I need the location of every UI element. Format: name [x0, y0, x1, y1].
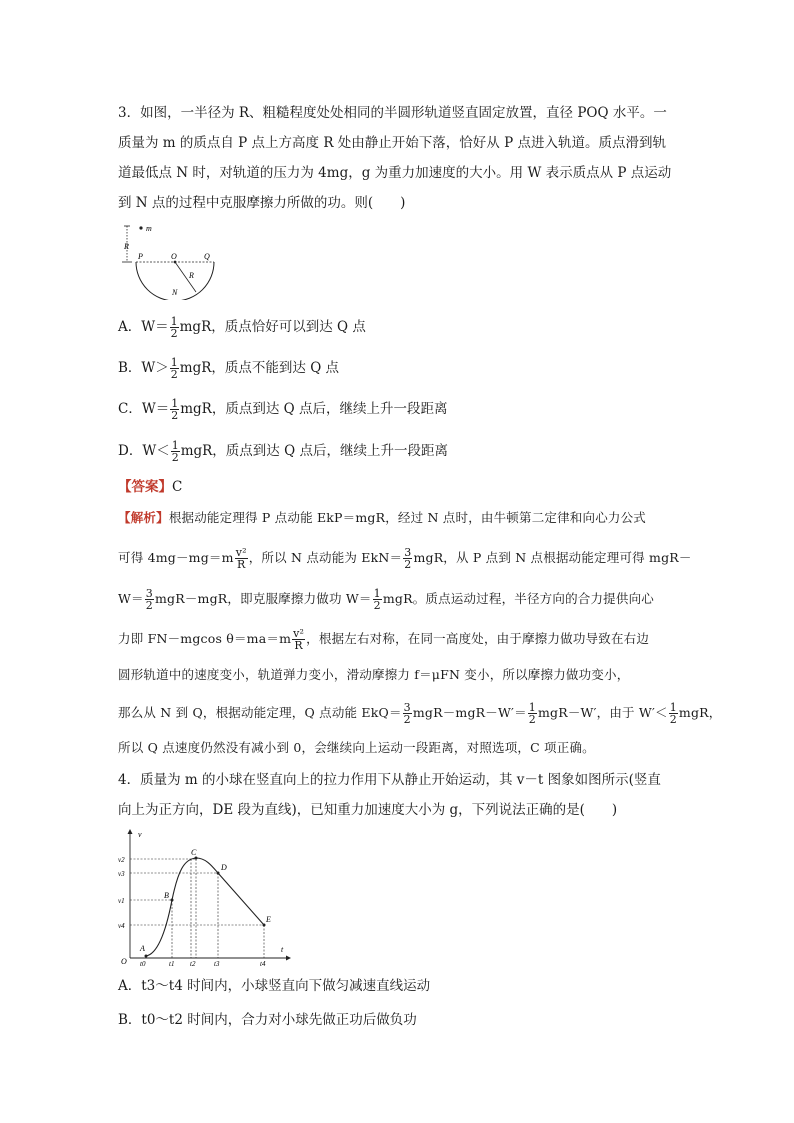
q3-option-b[interactable]: B．W＞ $\frac{1}{2}$ mgR，质点不能到达 Q 点: [118, 356, 340, 381]
q3-fig-N: N: [172, 288, 178, 297]
origin-label: O: [121, 957, 127, 966]
q3-fig-R2: R: [189, 271, 194, 280]
analysis-line-4: 力即 FN－mgcos θ＝ma＝m $\frac{\text{v²}}{R}$ ，根据左右对称，在同一高度处，由于摩擦力做功导致在右边: [118, 627, 650, 652]
q3-option-d[interactable]: D．W＜ $\frac{1}{2}$ mgR，质点到达 Q 点后，继续上升一段距离: [118, 439, 448, 464]
point-D: D: [221, 863, 227, 872]
q3-option-c[interactable]: C．W＝ $\frac{1}{2}$ mgR，质点到达 Q 点后，继续上升一段距离: [118, 397, 448, 422]
analysis-label: 【解析】: [118, 510, 169, 525]
ytick-v4: v4: [118, 922, 125, 930]
q3-fig-O: O: [171, 252, 177, 261]
analysis-line-3: W＝ $\frac{3}{2}$ mgR－mgR，即克服摩擦力做功 W＝ $\frac{1}{2}$ mgR。质点运动过程，半径方向的合力提供向心: [118, 587, 654, 612]
xtick-t4: t4: [260, 960, 266, 966]
t-axis-label: t: [281, 945, 284, 954]
q3-fig-P: P: [138, 252, 143, 261]
q3-line-4: 到 N 点的过程中克服摩擦力所做的功。则( ): [118, 195, 406, 211]
q4-option-a[interactable]: A．t3～t4 时间内，小球竖直向下做匀减速直线运动: [118, 978, 431, 994]
answer-value: C: [172, 479, 183, 495]
q3-fig-Q: Q: [204, 252, 210, 261]
xtick-t1: t1: [169, 960, 175, 966]
analysis-line-5: 圆形轨道中的速度变小，轨道弹力变小，滑动摩擦力 f＝μFN 变小，所以摩擦力做功变小，: [118, 667, 630, 682]
q3-line-1: 3．如图，一半径为 R、粗糙程度处处相同的半圆形轨道竖直固定放置，直径 POQ 水平。一: [118, 105, 667, 121]
point-B: B: [164, 891, 169, 900]
answer-label: 【答案】: [118, 479, 172, 495]
q4-line-1: 4．质量为 m 的小球在竖直向上的拉力作用下从静止开始运动，其 v－t 图象如图所示(竖直: [118, 772, 661, 788]
ytick-v3: v3: [118, 870, 125, 878]
q3-track-figure: [116, 222, 226, 300]
xtick-t2: t2: [190, 960, 196, 966]
analysis-line-1: 【解析】根据动能定理得 P 点动能 EkP＝mgR，经过 N 点时，由牛顿第二定律和向心力公式: [118, 510, 647, 525]
mass-point: [139, 226, 142, 229]
v-axis-label: v: [138, 830, 142, 839]
point-E: E: [266, 915, 271, 924]
q4-line-2: 向上为正方向，DE 段为直线)，已知重力加速度大小为 g，下列说法正确的是( ): [118, 802, 618, 818]
q4-vt-graph: [118, 826, 293, 966]
analysis-line-2: 可得 4mg－mg＝m $\frac{\text{v²}}{R}$ ，所以 N 点动能为 EkN＝ $\frac{3}{2}$ mgR，从 P 点到 N 点根据动能定理可得 mgR－: [118, 546, 692, 571]
q3-option-a[interactable]: A．W＝ $\frac{1}{2}$ mgR，质点恰好可以到达 Q 点: [118, 315, 366, 340]
q3-line-2: 质量为 m 的质点自 P 点上方高度 R 处由静止开始下落，恰好从 P 点进入轨道。质点滑到轨: [118, 135, 666, 151]
xtick-t0: t0: [140, 960, 146, 966]
ytick-v2: v2: [118, 856, 125, 864]
point-C: C: [191, 848, 197, 857]
q3-line-3: 道最低点 N 时，对轨道的压力为 4mg，g 为重力加速度的大小。用 W 表示质点从 P 点运动: [118, 165, 672, 181]
q4-option-b[interactable]: B．t0～t2 时间内，合力对小球先做正功后做负功: [118, 1012, 417, 1028]
analysis-line-7: 所以 Q 点速度仍然没有减小到 0，会继续向上运动一段距离，对照选项，C 项正确。: [118, 740, 595, 755]
xtick-t3: t3: [214, 960, 220, 966]
q3-answer: [118, 477, 182, 497]
ytick-v1: v1: [118, 897, 125, 905]
q3-fig-m: m: [146, 224, 152, 233]
point-A: A: [140, 944, 145, 953]
q3-fig-R1: R: [124, 242, 129, 251]
analysis-line-6: 那么从 N 到 Q，根据动能定理，Q 点动能 EkQ＝ $\frac{3}{2}$ mgR－mgR－W′＝ $\frac{1}{2}$ mgR－W′，由于 W′＜ $\frac{1}{2}$ mgR，: [118, 701, 722, 726]
